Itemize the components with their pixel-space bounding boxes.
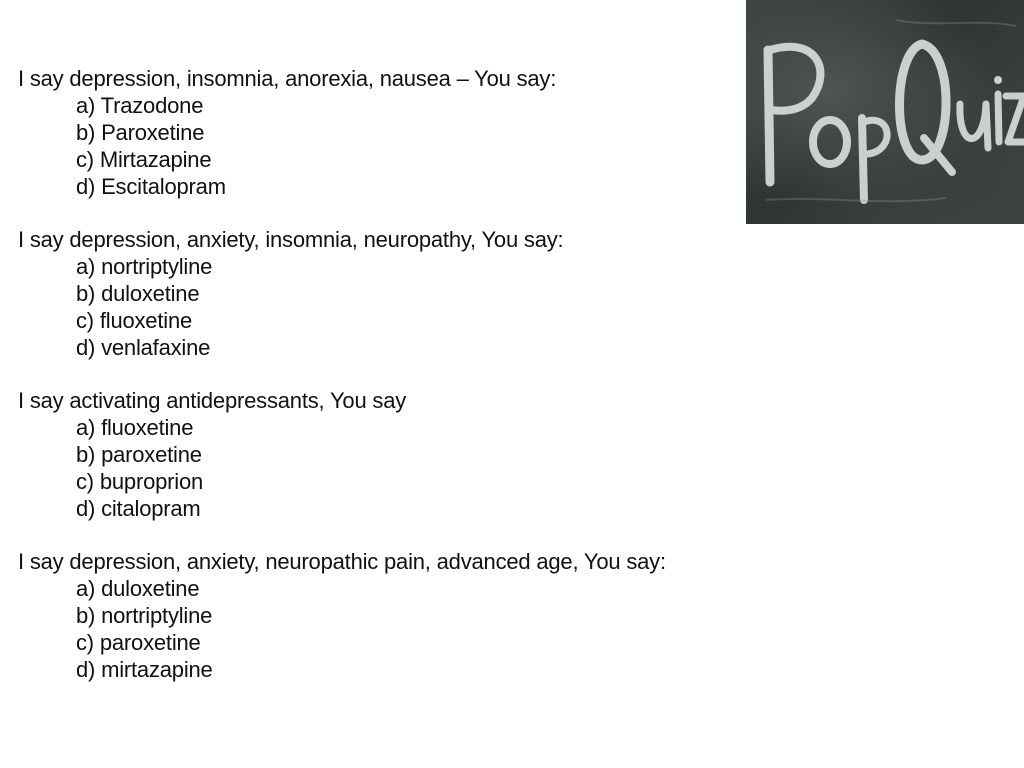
answer-options	[18, 253, 798, 361]
question-list	[18, 65, 798, 709]
answer-option: b) paroxetine	[76, 442, 202, 467]
answer-option: a) fluoxetine	[76, 415, 194, 440]
answer-option: a) nortriptyline	[76, 254, 213, 279]
question-prompt: I say activating antidepressants, You say	[18, 388, 407, 413]
answer-option: a) Trazodone	[76, 93, 204, 118]
answer-option: b) duloxetine	[76, 281, 200, 306]
answer-option: b) nortriptyline	[76, 603, 213, 628]
answer-option: d) citalopram	[76, 496, 201, 521]
question-1	[18, 65, 798, 200]
question-4	[18, 548, 798, 683]
answer-option: a) duloxetine	[76, 576, 200, 601]
answer-option: c) Mirtazapine	[76, 147, 212, 172]
answer-option: b) Paroxetine	[76, 120, 205, 145]
chalkboard-image	[746, 0, 1024, 224]
answer-options	[18, 414, 798, 522]
question-prompt: I say depression, anxiety, neuropathic pain, advanced age, You say:	[18, 549, 666, 574]
question-prompt: I say depression, insomnia, anorexia, nausea – You say:	[18, 66, 557, 91]
answer-option: d) Escitalopram	[76, 174, 226, 199]
answer-option: c) paroxetine	[76, 630, 201, 655]
answer-option: c) fluoxetine	[76, 308, 193, 333]
question-prompt: I say depression, anxiety, insomnia, neuropathy, You say:	[18, 227, 564, 252]
answer-option: d) mirtazapine	[76, 657, 213, 682]
answer-option: d) venlafaxine	[76, 335, 211, 360]
chalk-popquiz-drawing	[746, 0, 1024, 224]
question-3	[18, 387, 798, 522]
answer-options	[18, 92, 798, 200]
answer-options	[18, 575, 798, 683]
answer-option: c) buproprion	[76, 469, 204, 494]
question-2	[18, 226, 798, 361]
